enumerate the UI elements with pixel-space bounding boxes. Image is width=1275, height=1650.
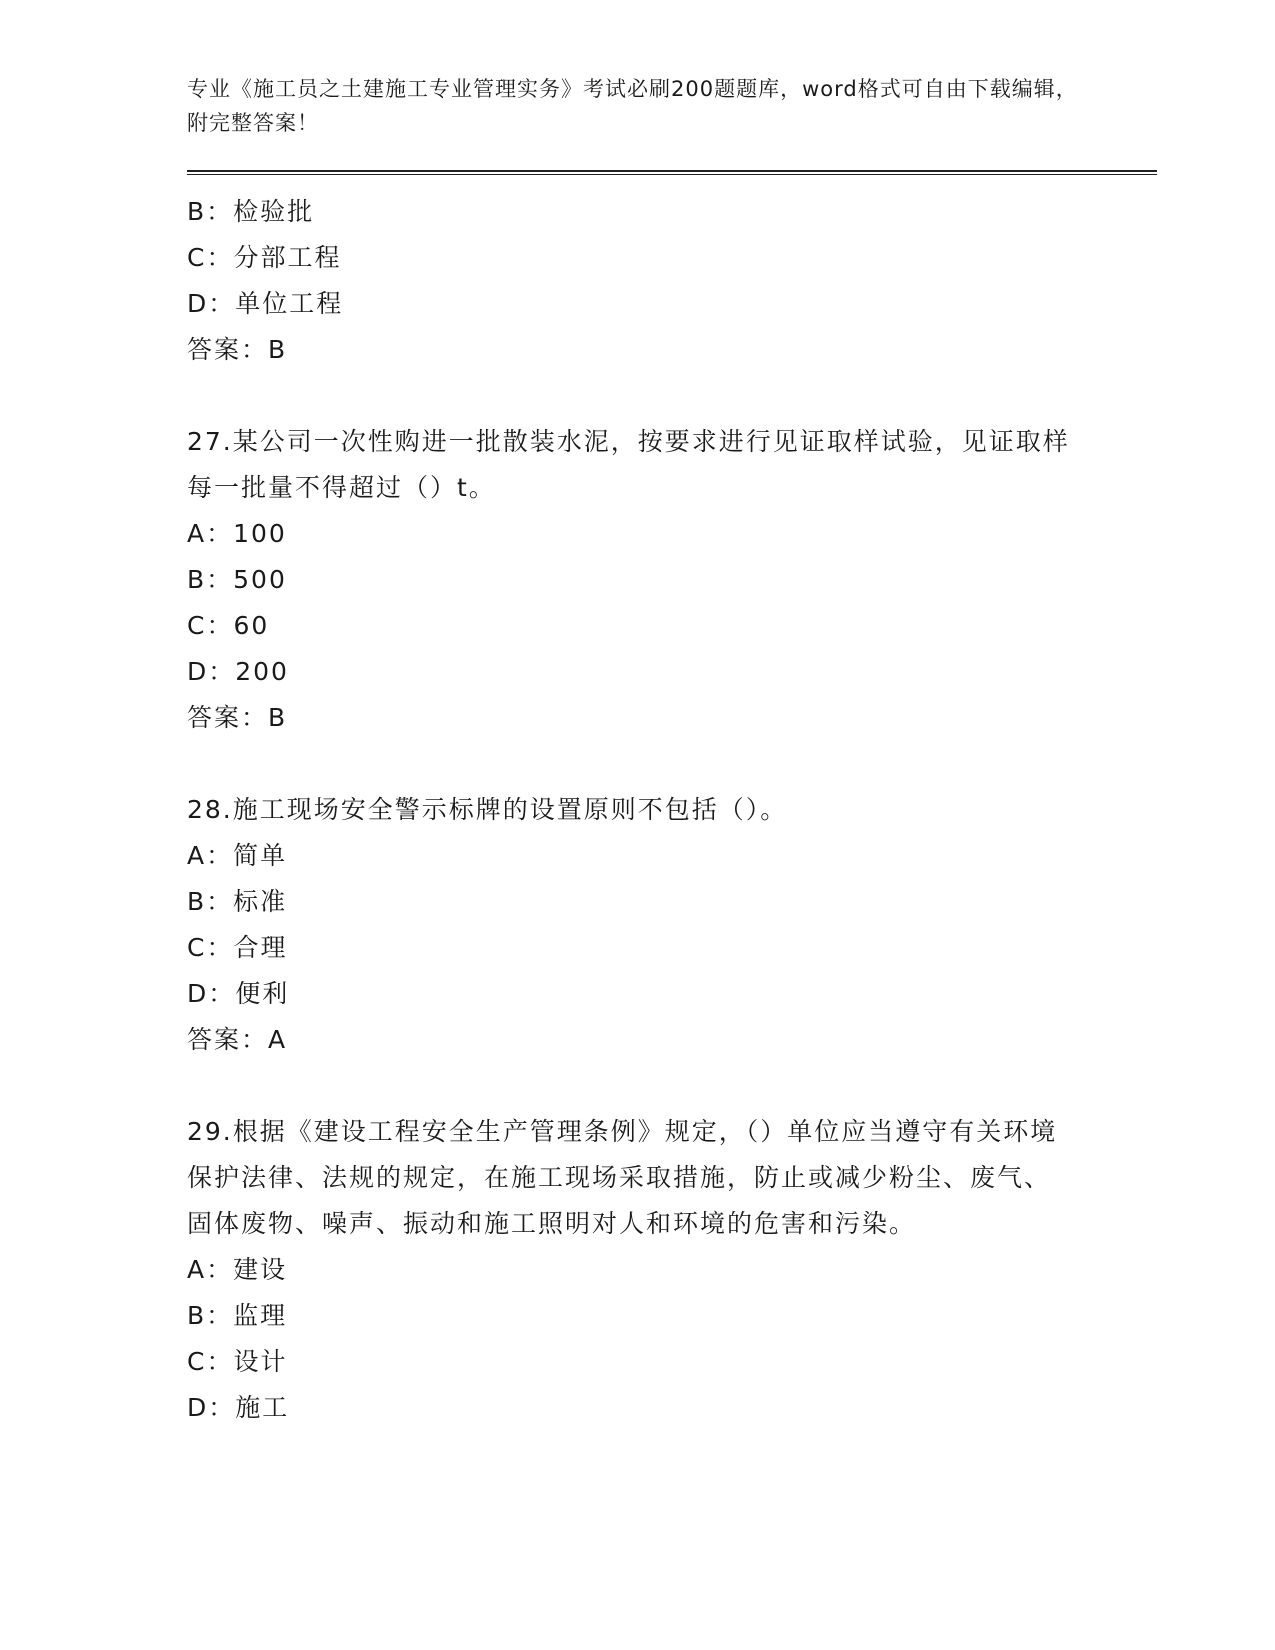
option-d: D：施工 [187, 1393, 290, 1422]
question-text: 28.施工现场安全警示标牌的设置原则不包括（）。 [187, 795, 788, 824]
option-b: B：标准 [187, 887, 288, 916]
option-b: B：500 [187, 565, 287, 594]
question-text: 27.某公司一次性购进一批散装水泥，按要求进行见证取样试验，见证取样每一批量不得超过（）t。 [187, 427, 1070, 502]
header-divider [187, 170, 1157, 175]
spacer [187, 741, 1157, 787]
option-d: D：单位工程 [187, 289, 344, 318]
question-text: 29.根据《建设工程安全生产管理条例》规定，（）单位应当遵守有关环境保护法律、法规的规定，在施工现场采取措施，防止或减少粉尘、废气、固体废物、噪声、振动和施工照明对人和环境的危害和污染。 [187, 1117, 1058, 1238]
answer: 答案：A [187, 1025, 288, 1054]
question-29 [187, 1109, 1157, 1431]
option-a: A：简单 [187, 841, 288, 870]
option-d: D：便利 [187, 979, 290, 1008]
answer: 答案：B [187, 335, 288, 364]
question-27 [187, 419, 1157, 741]
option-a: A：100 [187, 519, 287, 548]
spacer [187, 1063, 1157, 1109]
question-list [187, 189, 1157, 1431]
option-d: D：200 [187, 657, 289, 686]
option-a: A：建设 [187, 1255, 288, 1284]
spacer [187, 373, 1157, 419]
page-header: 专业《施工员之土建施工专业管理实务》考试必刷200题题库，word格式可自由下载编辑，附完整答案！ [187, 77, 1078, 135]
option-c: C：设计 [187, 1347, 288, 1376]
option-b: B：检验批 [187, 197, 315, 226]
option-b: B：监理 [187, 1301, 288, 1330]
document-page [187, 72, 1157, 1431]
question-26-tail [187, 189, 1157, 373]
option-c: C：分部工程 [187, 243, 342, 272]
option-c: C：60 [187, 611, 270, 640]
answer: 答案：B [187, 703, 288, 732]
option-c: C：合理 [187, 933, 288, 962]
question-28 [187, 787, 1157, 1063]
